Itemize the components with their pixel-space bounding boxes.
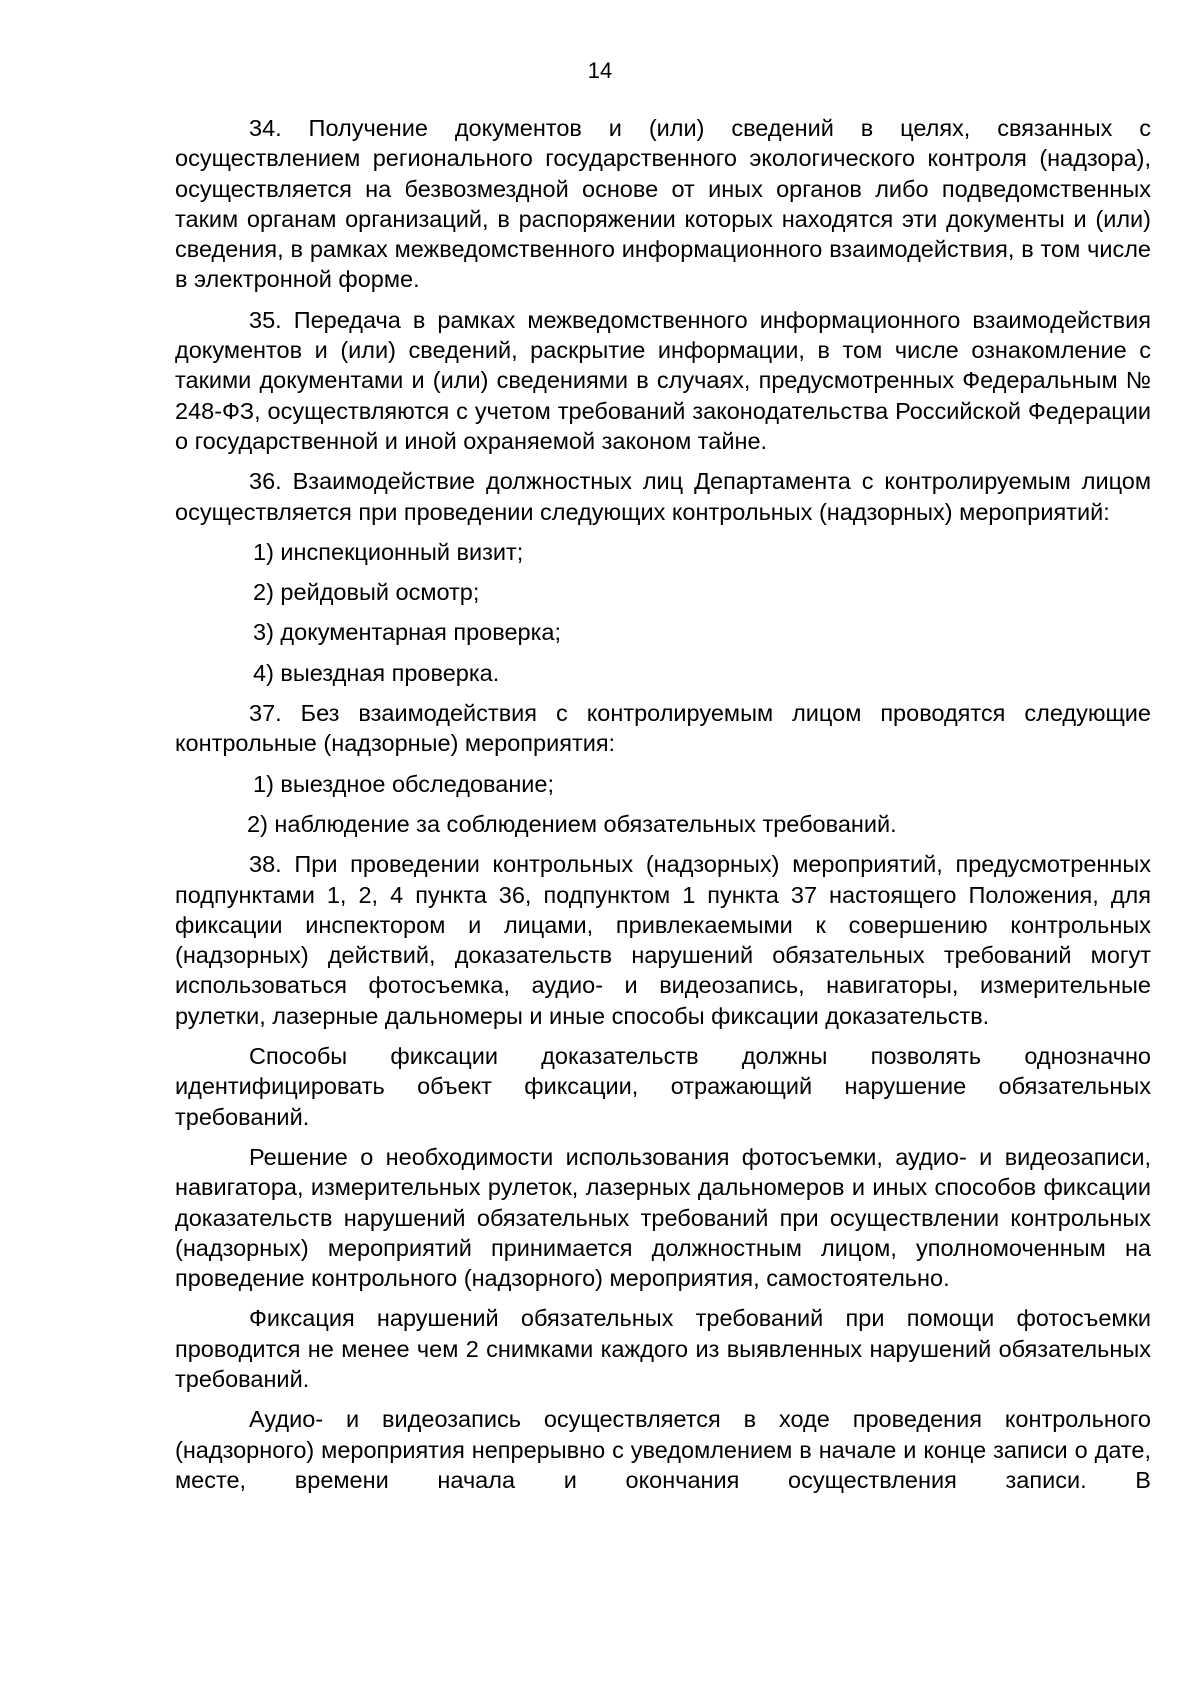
list-item-36-3: 3) документарная проверка; bbox=[253, 619, 562, 646]
list-item-36-1: 1) инспекционный визит; bbox=[253, 538, 524, 565]
paragraph-35: 35. Передача в рамках межведомственного информационного взаимодействия документов и (или) сведений, раскрытие информации, в том числе ознакомление с такими документами и (или) сведениями в случаях, предусмотренных Федеральным № 248-ФЗ, осуществляются с учетом требований законодательства Российской Федерации о государственной и иной охраняемой законом тайне. bbox=[175, 306, 1151, 454]
paragraph-38-decision: Решение о необходимости использования фотосъемки, аудио- и видеозаписи, навигатора, измерительных рулеток, лазерных дальномеров и иных способов фиксации доказательств нарушений обязательных требований при осуществлении контрольных (надзорных) мероприятий принимается должностным лицом, уполномоченным на проведение контрольного (надзорного) мероприятия, самостоятельно. bbox=[175, 1143, 1151, 1292]
paragraph-38-methods: Способы фиксации доказательств должны позволять однозначно идентифицировать объект фиксации, отражающий нарушение обязательных требований. bbox=[175, 1043, 1151, 1130]
paragraph-38-audio-video: Аудио- и видеозапись осуществляется в ходе проведения контрольного (надзорного) мероприятия непрерывно с уведомлением в начале и конце записи о дате, месте, времени начала и окончания осуществления записи. В bbox=[175, 1406, 1151, 1493]
paragraph-38-photo: Фиксация нарушений обязательных требований при помощи фотосъемки проводится не менее чем 2 снимками каждого из выявленных нарушений обязательных требований. bbox=[175, 1305, 1151, 1392]
paragraph-37: 37. Без взаимодействия с контролируемым лицом проводятся следующие контрольные (надзорные) мероприятия: bbox=[175, 700, 1151, 757]
list-item-37-1: 1) выездное обследование; bbox=[253, 770, 555, 797]
paragraph-38: 38. При проведении контрольных (надзорных) мероприятий, предусмотренных подпунктами 1, 2, 4 пункта 36, подпунктом 1 пункта 37 настоящего Положения, для фиксации инспектором и лицами, привлекаемыми к совершению контрольных (надзорных) действий, доказательств нарушений обязательных требований могут использоваться фотосъемка, аудио- и видеозапись, навигаторы, измерительные рулетки, лазерные дальномеры и иные способы фиксации доказательств. bbox=[175, 851, 1151, 1029]
paragraph-34: 34. Получение документов и (или) сведений в целях, связанных с осуществлением регионального государственного экологического контроля (надзора), осуществляется на безвозмездной основе от иных органов либо подведомственных таким органам организаций, в распоряжении которых находятся эти документы и (или) сведения, в рамках межведомственного информационного взаимодействия, в том числе в электронной форме. bbox=[175, 115, 1151, 293]
document-body bbox=[175, 113, 1151, 1505]
list-item-36-4: 4) выездная проверка. bbox=[253, 659, 500, 686]
paragraph-36: 36. Взаимодействие должностных лиц Департамента с контролируемым лицом осуществляется при проведении следующих контрольных (надзорных) мероприятий: bbox=[175, 468, 1151, 525]
list-item-36-2: 2) рейдовый осмотр; bbox=[253, 579, 480, 606]
page-number: 14 bbox=[587, 58, 613, 83]
list-item-37-2: 2) наблюдение за соблюдением обязательных требований. bbox=[247, 810, 897, 837]
